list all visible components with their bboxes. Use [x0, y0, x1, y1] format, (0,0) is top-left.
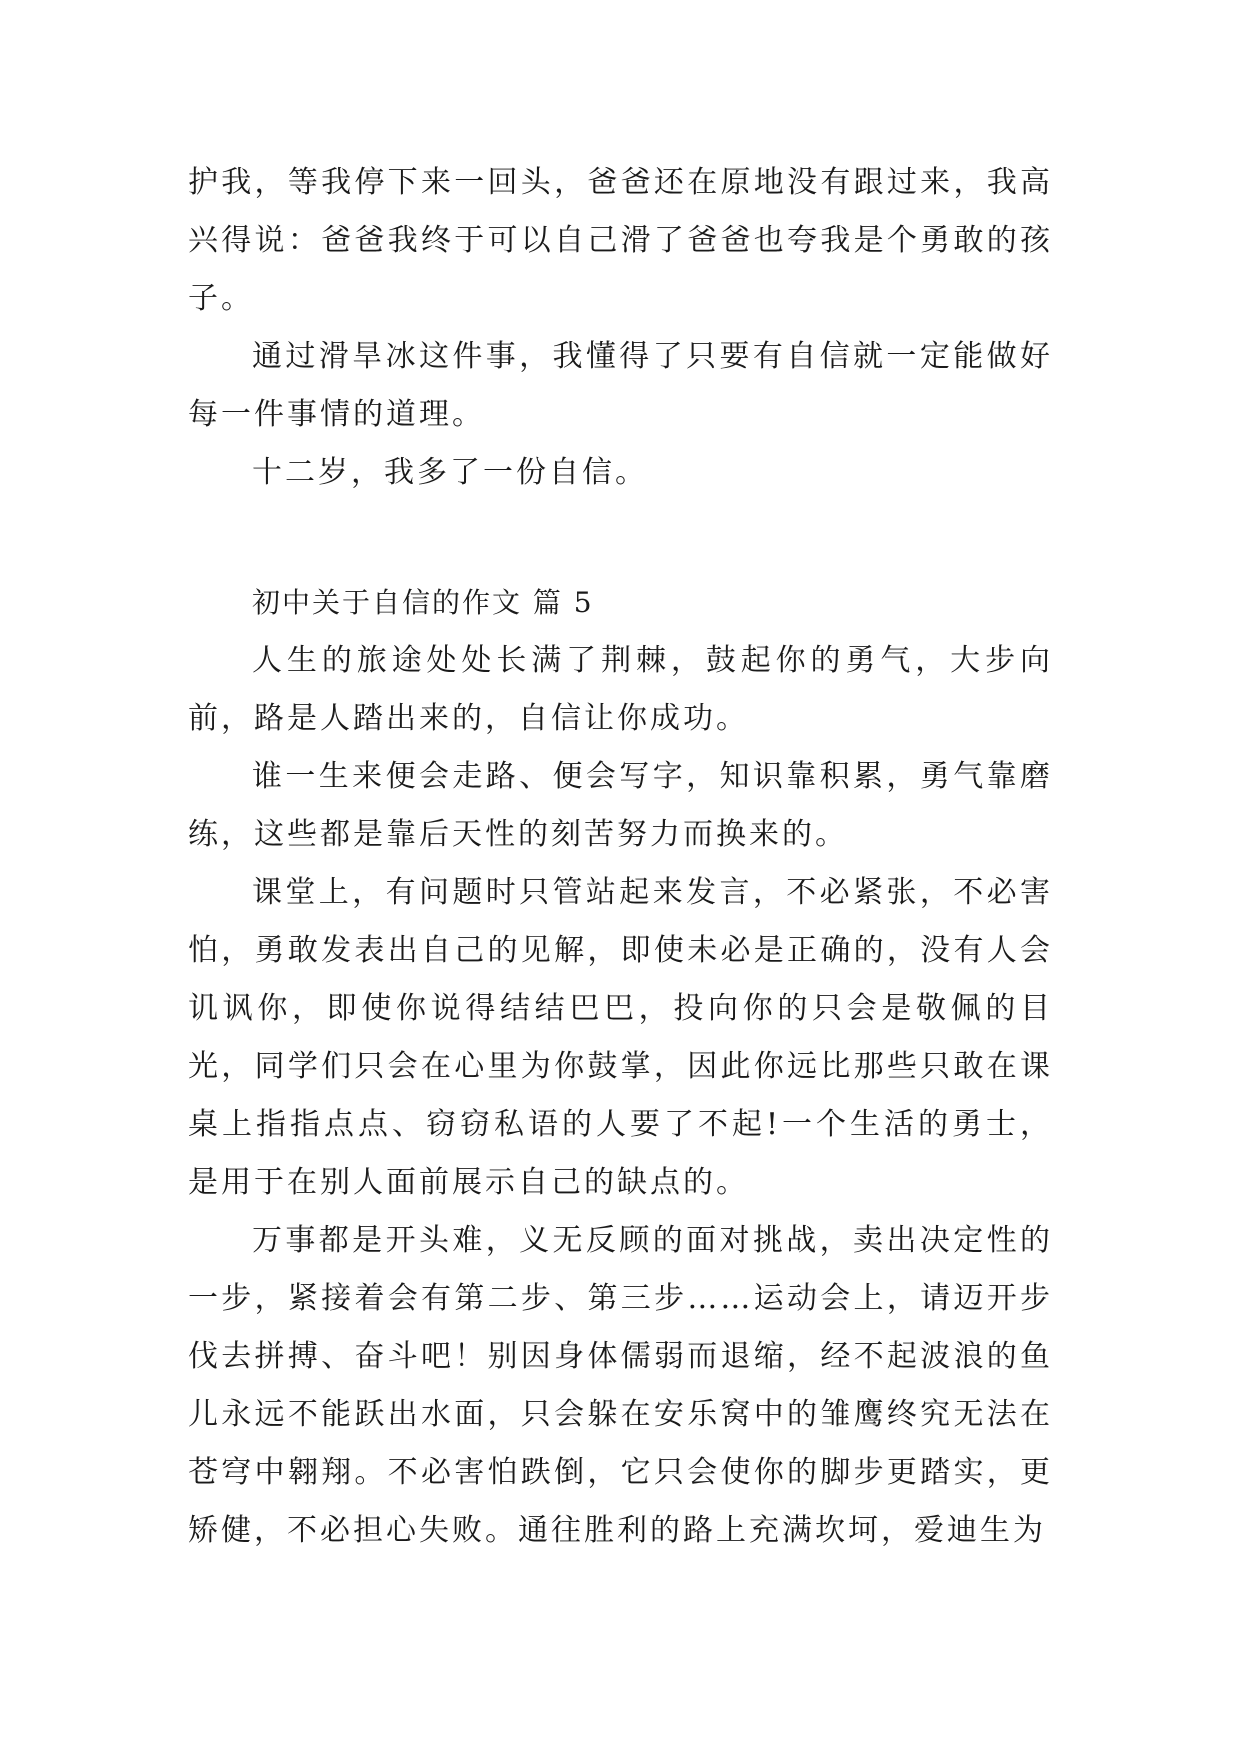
- paragraph: 谁一生来便会走路、便会写字，知识靠积累，勇气靠磨练，这些都是靠后天性的刻苦努力而换来的。: [188, 759, 1053, 852]
- paragraph: 课堂上，有问题时只管站起来发言，不必紧张，不必害怕，勇敢发表出自己的见解，即使未必是正确的，没有人会讥讽你，即使你说得结结巴巴，投向你的只会是敬佩的目光，同学们只会在心里为你鼓掌，因此你远比那些只敢在课桌上指指点点、窃窃私语的人要了不起!一个生活的勇士，是用于在别人面前展示自己的缺点的。: [188, 875, 1053, 1200]
- document-body: [188, 154, 1053, 1560]
- section-title: 初中关于自信的作文 篇 5: [252, 586, 594, 619]
- paragraph: 十二岁，我多了一份自信。: [252, 455, 648, 490]
- paragraph: 人生的旅途处处长满了荆棘，鼓起你的勇气，大步向前，路是人踏出来的，自信让你成功。: [188, 643, 1053, 736]
- paragraph: 万事都是开头难，义无反顾的面对挑战，卖出决定性的一步，紧接着会有第二步、第三步……运动会上，请迈开步伐去拼搏、奋斗吧！别因身体儒弱而退缩，经不起波浪的鱼儿永远不能跃出水面，只会躲在安乐窝中的雏鹰终究无法在苍穹中翱翔。不必害怕跌倒，它只会使你的脚步更踏实，更矫健，不必担心失败。通往胜利的路上充满坎坷，爱迪生为: [188, 1223, 1053, 1548]
- paragraph: 通过滑旱冰这件事，我懂得了只要有自信就一定能做好每一件事情的道理。: [188, 339, 1053, 432]
- paragraph-continuation: 护我，等我停下来一回头，爸爸还在原地没有跟过来，我高兴得说：爸爸我终于可以自己滑了爸爸也夸我是个勇敢的孩子。: [188, 165, 1053, 316]
